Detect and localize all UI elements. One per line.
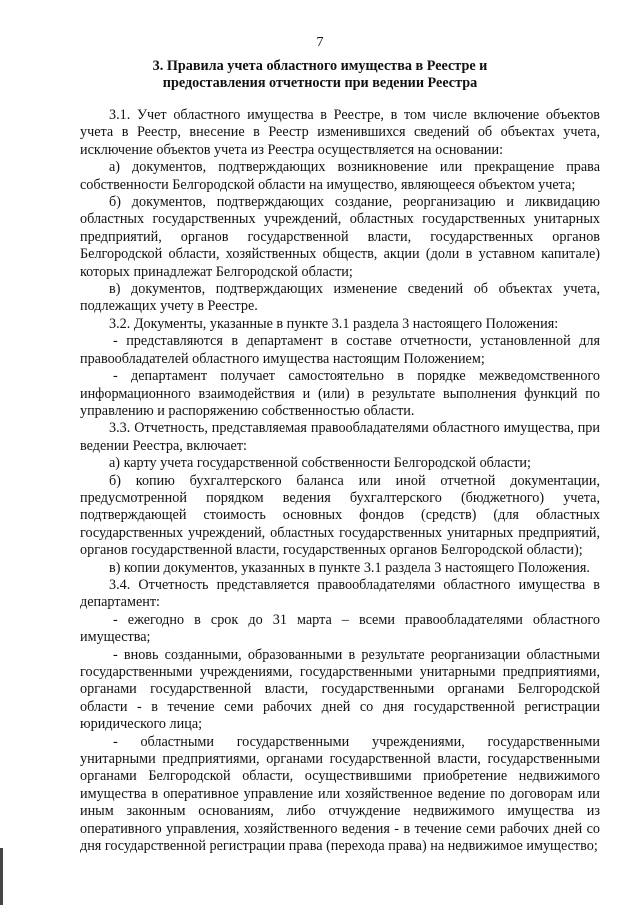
paragraph-3-2-dash-2: - департамент получает самостоятельно в порядке межведомственного информационного взаимодействия и (или) в результате выполнения функций по управлению и распоряжению собственностью области. (80, 368, 600, 419)
paragraph-3-3-a: а) карту учета государственной собственности Белгородской области; (109, 455, 531, 472)
paragraph-3-4: 3.4. Отчетность представляется правообладателями областного имущества в департамент: (80, 576, 600, 611)
section-heading: 3. Правила учета областного имущества в Реестре и предоставления отчетности при ведении Реестра (152, 58, 488, 91)
scan-edge-mark (0, 848, 3, 905)
section-body (80, 107, 600, 855)
paragraph-3-1: 3.1. Учет областного имущества в Реестре, в том числе включение объектов учета в Реестр, внесение в Реестр изменившихся сведений об объектах учета, исключение объектов учета из Реестра осуществляется на основании: (80, 107, 600, 158)
page-number: 7 (316, 35, 324, 50)
paragraph-3-4-dash-2: - вновь созданными, образованными в результате реорганизации областными государственными учреждениями, государственными унитарными предприятиями, органами государственной власти, государственными органами Белгородской области - в течение семи рабочих дней со дня государственной регистрации юридического лица; (80, 646, 600, 733)
paragraph-3-2: 3.2. Документы, указанные в пункте 3.1 раздела 3 настоящего Положения: (109, 315, 559, 332)
paragraph-3-3-v: в) копии документов, указанных в пункте 3.1 раздела 3 настоящего Положения. (109, 559, 590, 576)
paragraph-3-2-dash-1: - представляются в департамент в составе отчетности, установленной для правообладателей областного имущества настоящим Положением; (80, 333, 600, 367)
paragraph-3-1-b: б) документов, подтверждающих создание, реорганизацию и ликвидацию областных государственных учреждений, областных государственных унитарных предприятий, органов государственной власти, государственных органов Белгородской области, хозяйственных обществ, акции (доли в уставном капитале) которых принадлежат Белгородской области; (80, 194, 600, 280)
paragraph-3-1-v: в) документов, подтверждающих изменение сведений об объектах учета, подлежащих учету в Реестре. (80, 281, 600, 315)
paragraph-3-4-dash-3: - областными государственными учреждениями, государственными унитарными предприятиями, органами государственной власти, государственными органами Белгородской области, осуществившими приобретение недвижимого имущества в оперативное управление или хозяйственное ведение по договорам или иным законным основаниям, либо отчуждение недвижимого имущества из оперативного управления, хозяйственного ведения - в течение семи рабочих дней со дня государственной регистрации права (перехода права) на недвижимое имущество; (80, 733, 600, 855)
paragraph-3-1-a: а) документов, подтверждающих возникновение или прекращение права собственности Белгородской области на имущество, являющееся объектом учета; (80, 159, 600, 193)
paragraph-3-4-dash-1: - ежегодно в срок до 31 марта – всеми правообладателями областного имущества; (80, 611, 600, 646)
paragraph-3-3-b: б) копию бухгалтерского баланса или иной отчетной документации, предусмотренной порядком ведения бухгалтерского (бюджетного) учета, подтверждающей стоимость основных фондов (средств) (для областных государственных учреждений, областных государственных унитарных предприятий, органов государственной власти, государственных органов Белгородской области); (80, 472, 600, 559)
paragraph-3-3: 3.3. Отчетность, представляемая правообладателями областного имущества, при ведении Реестра, включает: (80, 420, 600, 454)
